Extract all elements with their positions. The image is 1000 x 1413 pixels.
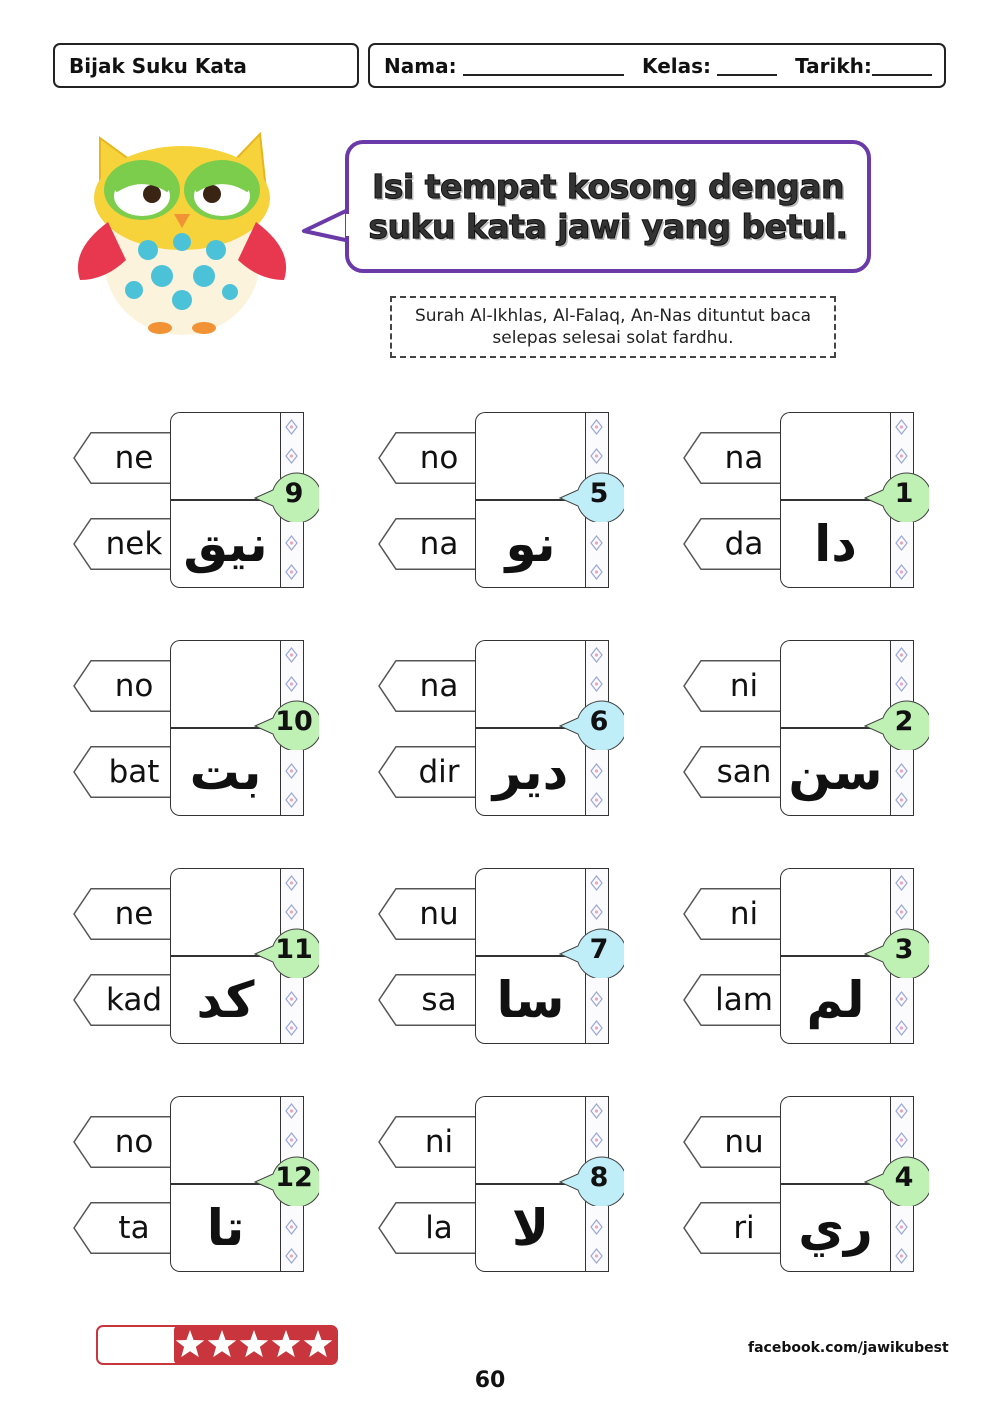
student-info-box xyxy=(368,43,946,88)
exercise-card xyxy=(73,1096,313,1272)
exercise-card xyxy=(683,640,923,816)
syllable-top-text: no xyxy=(114,668,154,704)
instruction-line-1: Isi tempat kosong dengan xyxy=(372,166,844,206)
syllable-tab-top xyxy=(683,432,783,484)
syllable-tab-bottom xyxy=(73,1202,173,1254)
jawi-word: كد xyxy=(196,971,255,1029)
exercise-card xyxy=(378,412,618,588)
question-number: 1 xyxy=(894,477,914,509)
worksheet-title-box xyxy=(53,43,359,88)
syllable-bottom-text: la xyxy=(425,1210,453,1246)
jawi-word: بت xyxy=(189,743,262,801)
question-number-badge xyxy=(863,468,929,522)
syllable-tab-bottom xyxy=(378,746,478,798)
jawi-word: لا xyxy=(511,1199,550,1257)
syllable-bottom-text: bat xyxy=(108,754,160,790)
syllable-tab-bottom xyxy=(683,746,783,798)
question-number: 10 xyxy=(275,705,313,737)
syllable-tab-top xyxy=(683,888,783,940)
syllable-top-text: nu xyxy=(724,1124,764,1160)
syllable-tab-top xyxy=(378,432,478,484)
syllable-tab-top xyxy=(683,1116,783,1168)
exercise-card xyxy=(683,868,923,1044)
syllable-tab-bottom xyxy=(378,1202,478,1254)
question-number-badge xyxy=(863,696,929,750)
syllable-tab-top xyxy=(73,432,173,484)
jawi-word: سا xyxy=(496,971,565,1029)
question-number: 3 xyxy=(894,933,914,965)
question-number: 6 xyxy=(589,705,609,737)
syllable-top-text: ne xyxy=(114,440,154,476)
syllable-top-text: ni xyxy=(729,896,759,932)
syllable-bottom-text: nek xyxy=(105,526,163,562)
syllable-top-text: ne xyxy=(114,896,154,932)
syllable-top-text: na xyxy=(419,668,459,704)
jawi-word: ري xyxy=(798,1199,873,1257)
jawi-word: تا xyxy=(206,1199,245,1257)
page-number: 60 xyxy=(474,1368,506,1393)
syllable-tab-bottom xyxy=(378,518,478,570)
instruction-speech-bubble xyxy=(345,140,871,273)
syllable-tab-top xyxy=(73,660,173,712)
exercise-card xyxy=(73,412,313,588)
syllable-top-text: no xyxy=(419,440,459,476)
syllable-tab-bottom xyxy=(683,974,783,1026)
syllable-tab-bottom xyxy=(73,974,173,1026)
bubble-joint xyxy=(346,214,352,236)
syllable-bottom-text: dir xyxy=(418,754,460,790)
note-line-1: Surah Al-Ikhlas, Al-Falaq, An-Nas dituntut baca xyxy=(414,306,812,326)
kelas-blank[interactable] xyxy=(717,56,777,76)
jawi-word: دير xyxy=(492,743,569,801)
jawi-word: سن xyxy=(788,743,883,801)
question-number-badge xyxy=(253,468,319,522)
note-line-2: selepas selesai solat fardhu. xyxy=(492,328,734,348)
syllable-tab-top xyxy=(683,660,783,712)
question-number: 7 xyxy=(589,933,609,965)
question-number: 9 xyxy=(284,477,304,509)
score-rating xyxy=(96,1325,338,1365)
syllable-top-text: nu xyxy=(419,896,459,932)
syllable-tab-bottom xyxy=(73,746,173,798)
syllable-top-text: ni xyxy=(729,668,759,704)
worksheet-title: Bijak Suku Kata xyxy=(69,53,247,78)
kelas-label: Kelas: xyxy=(642,53,712,78)
syllable-bottom-text: sa xyxy=(421,982,457,1018)
tarikh-label: Tarikh: xyxy=(795,53,872,78)
jawi-word: نيق xyxy=(183,515,268,573)
facebook-credit: facebook.com/jawikubest xyxy=(748,1340,949,1356)
question-number-badge xyxy=(863,1152,929,1206)
question-number: 8 xyxy=(589,1161,609,1193)
jawi-word: دا xyxy=(814,515,857,573)
question-number: 4 xyxy=(894,1161,914,1193)
exercise-card xyxy=(378,868,618,1044)
nama-blank[interactable] xyxy=(463,56,624,76)
instruction-line-2: suku kata jawi yang betul. xyxy=(368,206,848,246)
question-number: 2 xyxy=(894,705,914,737)
question-number-badge xyxy=(253,1152,319,1206)
question-number-badge xyxy=(253,924,319,978)
jawi-word: نو xyxy=(505,515,556,573)
question-number-badge xyxy=(558,1152,624,1206)
question-number-badge xyxy=(558,924,624,978)
question-number-badge xyxy=(863,924,929,978)
syllable-bottom-text: kad xyxy=(105,982,163,1018)
syllable-tab-bottom xyxy=(683,518,783,570)
syllable-tab-top xyxy=(73,888,173,940)
syllable-tab-bottom xyxy=(73,518,173,570)
question-number-badge xyxy=(558,468,624,522)
syllable-tab-top xyxy=(378,888,478,940)
syllable-tab-top xyxy=(378,1116,478,1168)
question-number: 5 xyxy=(589,477,609,509)
syllable-bottom-text: ri xyxy=(733,1210,755,1246)
owl-illustration xyxy=(70,130,295,340)
jawi-word: لم xyxy=(806,971,865,1029)
exercise-card xyxy=(378,1096,618,1272)
reminder-note xyxy=(390,296,836,358)
syllable-bottom-text: san xyxy=(716,754,772,790)
exercise-card xyxy=(683,1096,923,1272)
syllable-top-text: na xyxy=(724,440,764,476)
syllable-tab-top xyxy=(73,1116,173,1168)
exercise-card xyxy=(73,868,313,1044)
exercise-card xyxy=(683,412,923,588)
exercise-card xyxy=(73,640,313,816)
question-number: 11 xyxy=(275,933,313,965)
syllable-tab-top xyxy=(378,660,478,712)
syllable-tab-bottom xyxy=(378,974,478,1026)
question-number: 12 xyxy=(275,1161,313,1193)
syllable-top-text: no xyxy=(114,1124,154,1160)
question-number-badge xyxy=(253,696,319,750)
syllable-bottom-text: da xyxy=(724,526,764,562)
syllable-bottom-text: na xyxy=(419,526,459,562)
tarikh-blank[interactable] xyxy=(872,56,932,76)
syllable-bottom-text: ta xyxy=(118,1210,150,1246)
syllable-tab-bottom xyxy=(683,1202,783,1254)
syllable-top-text: ni xyxy=(424,1124,454,1160)
exercise-card xyxy=(378,640,618,816)
syllable-bottom-text: lam xyxy=(715,982,773,1018)
nama-label: Nama: xyxy=(384,53,457,78)
question-number-badge xyxy=(558,696,624,750)
